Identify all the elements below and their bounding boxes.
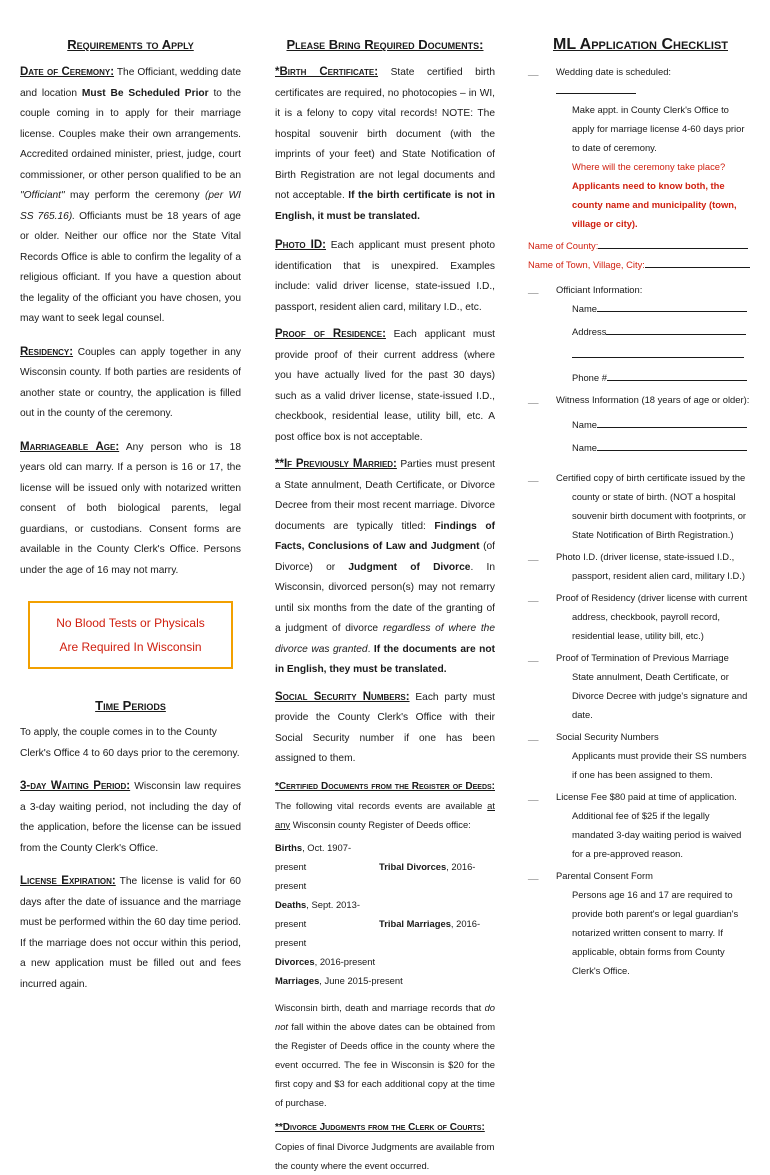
- deaths-dates: , Sept. 2013-present: [275, 898, 360, 929]
- checklist-item-detail: address, checkbook, payroll record, residential lease, utility bill, etc.): [572, 611, 720, 641]
- officiant-phone-label: Phone #: [572, 372, 607, 383]
- officiant-address-field[interactable]: [606, 322, 746, 335]
- officiant-name-label: Name: [572, 303, 598, 314]
- county-name-field[interactable]: [598, 236, 748, 249]
- date-text-4: Officiants must be 18 years of age or older. Neither our office nor the State Vital Records Office is able to confirm the legality of a religious officiant. If you have a question about the legality of the officiant you have chosen, you may want to seek legal counsel.: [20, 210, 241, 324]
- previously-married-section: [275, 454, 495, 681]
- date-text-3: may perform the ceremony: [64, 190, 205, 201]
- checklist-item-title: Social Security Numbers: [556, 731, 659, 742]
- officiant-address-field-2[interactable]: [572, 345, 744, 358]
- officiant-term: "Officiant": [20, 190, 65, 201]
- records-list: [275, 838, 495, 990]
- prev-text-4: .: [367, 643, 374, 655]
- checklist-item-title: Proof of Residency (driver license with current: [556, 592, 748, 603]
- checkbox-blank[interactable]: __: [528, 66, 539, 77]
- divorce-judgments-section: [275, 1118, 495, 1175]
- town-name-row: [528, 255, 753, 274]
- certified-documents-section: [275, 776, 495, 834]
- cert-text: The following vital records events are available: [275, 799, 488, 811]
- callout-line-2: Are Required In Wisconsin: [59, 640, 202, 654]
- no-blood-tests-callout: [28, 601, 233, 669]
- clerk-text: Copies of final Divorce Judgments are available from the county where the event occurred.: [275, 1140, 495, 1171]
- officiant-info-item: [528, 280, 753, 387]
- births-label: Births: [275, 841, 303, 853]
- divorces-label: Divorces: [275, 955, 315, 967]
- birth-certificate-section: [275, 62, 495, 227]
- checkbox-blank[interactable]: __: [528, 284, 539, 295]
- birth-bold: If the birth certificate is not in English, it must be translated.: [275, 190, 496, 222]
- records-row-4: [275, 971, 495, 990]
- checklist-item: [528, 727, 753, 784]
- checklist-item-title: Photo I.D. (driver license, state-issued I.D.,: [556, 551, 735, 562]
- ssn-label: Social Security Numbers:: [275, 690, 410, 703]
- waiting-period-section: [20, 776, 241, 859]
- checklist-item: [528, 588, 753, 645]
- wedding-date-item: [528, 62, 753, 233]
- prev-bold-2: Judgment of Divorce: [348, 561, 471, 573]
- waiting-text: Wisconsin law requires a 3-day waiting period, not including the day of the application, before the license can be issued from the County Clerk's Office.: [20, 781, 241, 854]
- wi-text-2: fall within the above dates can be obtained from the Register of Deeds office in the county where the event occurred. The fee in Wisconsin is $20 for the first copy and $3 for each additional copy at the time of purchase.: [275, 1020, 495, 1108]
- documents-heading: Please Bring Required Documents:: [286, 37, 484, 52]
- prev-bold-1: Findings of Facts, Conclusions of Law and Judgment: [275, 520, 495, 552]
- county-name-label: Name of County:: [528, 240, 599, 251]
- date-of-ceremony-label: Date of Ceremony:: [20, 66, 115, 78]
- prev-italic: regardless of where the divorce was granted: [275, 623, 496, 655]
- photo-text: Each applicant must present photo identification that is unexpired. Examples include: valid driver license, state-issued I.D., passport, resident alien card, military I.D., etc.: [275, 240, 495, 313]
- cert-label: *Certified Documents from the Register of Deeds:: [275, 780, 495, 792]
- checklist-item-title: Certified copy of birth certificate issued by the: [556, 472, 746, 483]
- county-name-row: [528, 236, 753, 255]
- checklist-item-detail: Persons age 16 and 17 are required to provide both parent's or legal guardian's notarized written consent to marry. If applicable, obtain forms from County Clerk's Office.: [572, 889, 739, 976]
- tribal-marriages-label: Tribal Marriages: [379, 917, 451, 929]
- checklist-item-detail: passport, resident alien card, military I.D.): [572, 570, 745, 581]
- records-row-2: [275, 895, 495, 952]
- wedding-date-label: Wedding date is scheduled:: [556, 66, 672, 77]
- wi-italic: do not: [275, 1001, 495, 1032]
- wi-records-section: [275, 998, 495, 1112]
- checkbox-blank[interactable]: __: [528, 870, 539, 881]
- age-text: Any person who is 18 years old can marry. If a person is 16 or 17, the license will be issued only with notarized written consent of both biological parents, legal guardians, or custodians. Consent forms are available in the County Clerk's Office. Persons under the age of 16 may not marry.: [20, 441, 242, 576]
- county-municipality-note: Applicants need to know both, the county name and municipality (town, village or city).: [572, 180, 737, 229]
- prev-text: Parties must present a State annulment, Death Certificate, or Divorce Decree from their most recent marriage. Divorce documents are typically titled:: [275, 459, 495, 532]
- town-name-field[interactable]: [645, 255, 750, 268]
- wedding-date-field[interactable]: [556, 81, 636, 94]
- checklist-item: [528, 547, 753, 585]
- residency-label: Residency:: [20, 345, 74, 358]
- checklist-item: [528, 648, 753, 724]
- checklist-item: [528, 468, 753, 544]
- checklist-item-title: Proof of Termination of Previous Marriage: [556, 652, 729, 663]
- proof-of-residence-section: [275, 324, 495, 448]
- checkbox-blank[interactable]: __: [528, 791, 539, 802]
- checklist-item-detail: county or state of birth. (NOT a hospital souvenir birth document with footprints, or State Notification of Birth Registration.): [572, 491, 747, 540]
- age-label: Marriageable Age:: [20, 440, 120, 453]
- statute-ref: (per WI SS 765.16).: [20, 190, 241, 222]
- tribal-divorces-dates: , 2016-present: [275, 860, 476, 891]
- checklist-heading: ML Application Checklist: [552, 36, 728, 53]
- wi-text: Wisconsin birth, death and marriage records that: [275, 1001, 485, 1013]
- checklist-item-detail: State annulment, Death Certificate, or Divorce Decree with judge's signature and date.: [572, 671, 748, 720]
- proof-label: Proof of Residence:: [275, 328, 386, 340]
- officiant-address-label: Address: [572, 326, 607, 337]
- prev-text-2: (of Divorce) or: [275, 541, 495, 573]
- divorces-dates: , 2016-present: [314, 955, 376, 967]
- checkbox-blank[interactable]: __: [528, 551, 539, 562]
- callout-line-1: No Blood Tests or Physicals: [56, 616, 205, 630]
- expiration-text: The license is valid for 60 days after the date of issuance and the marriage must be performed within the 60 day time period. If the marriage does not occur within this period, a new application must be filled out and fees incurred again.: [20, 876, 241, 990]
- tribal-divorces-label: Tribal Divorces: [379, 860, 447, 872]
- birth-label: *Birth Certificate:: [275, 66, 379, 78]
- births-dates: , Oct. 1907-present: [275, 841, 352, 872]
- town-name-label: Name of Town, Village, City:: [528, 259, 645, 270]
- records-row-1: [275, 838, 495, 895]
- marriageable-age-section: [20, 437, 241, 582]
- license-expiration-section: [20, 871, 241, 995]
- date-of-ceremony-section: [20, 62, 241, 330]
- marriages-dates: , June 2015-present: [319, 974, 403, 986]
- prev-bold-3: If the documents are not in English, they must be translated.: [275, 643, 495, 675]
- appointment-note: Make appt. in County Clerk's Office to apply for marriage license 4-60 days prior to date of ceremony.: [572, 104, 745, 153]
- checklist-column: [528, 30, 753, 983]
- marriages-label: Marriages: [275, 974, 320, 986]
- officiant-name-field[interactable]: [597, 299, 747, 312]
- witness-label: Witness Information (18 years of age or older):: [556, 394, 750, 405]
- waiting-label: 3-day Waiting Period:: [20, 780, 131, 792]
- checkbox-blank[interactable]: __: [528, 731, 539, 742]
- checklist-item-title: License Fee $80 paid at time of application.: [556, 791, 737, 802]
- checklist-item: [528, 866, 753, 980]
- checkbox-blank[interactable]: __: [528, 652, 539, 663]
- birth-text: State certified birth certificates are required, no photocopies – in WI, it is a felony to copy vital records! NOTE: The hospital souvenir birth document (with the imprints of your feet) and State Notification of Birth Registration are not legal documents and not acceptable.: [275, 67, 495, 201]
- cert-text-2: Wisconsin county Register of Deeds office:: [290, 818, 471, 830]
- checkbox-blank[interactable]: __: [528, 472, 539, 483]
- proof-text: Each applicant must provide proof of their current address (where you have actually lived for the past 30 days) such as a valid driver license, state-issued I.D., checkbook, residential lease, utility bill, etc. A post office box is not acceptable.: [275, 329, 496, 443]
- residency-section: [20, 342, 241, 425]
- photo-label: Photo ID:: [275, 239, 327, 251]
- witness-1-name-field[interactable]: [597, 415, 747, 428]
- officiant-label: Officiant Information:: [556, 284, 643, 295]
- requirements-heading: Requirements to Apply: [67, 37, 194, 52]
- documents-column: [275, 30, 495, 1175]
- checklist-item-detail: Additional fee of $25 if the legally mandated 3-day waiting period is waived for a pre-approved reason.: [572, 810, 742, 859]
- cert-at: at: [487, 799, 495, 811]
- requirements-column: [20, 30, 241, 1007]
- checkbox-blank[interactable]: __: [528, 394, 539, 405]
- checklist-item-detail: Applicants must provide their SS numbers if one has been assigned to them.: [572, 750, 747, 780]
- checkbox-blank[interactable]: __: [528, 592, 539, 603]
- date-text: The Officiant, wedding date and location: [20, 67, 242, 99]
- witness-2-name-label: Name: [572, 442, 598, 453]
- photo-id-section: [275, 235, 495, 318]
- checklist-item-title: Parental Consent Form: [556, 870, 653, 881]
- residency-text: Couples can apply together in any Wisconsin county. If both parties are residents of another state or country, the application is filled out in the county of the ceremony.: [20, 346, 241, 419]
- prev-label: **If Previously Married:: [275, 458, 397, 470]
- time-periods-text: To apply, the couple comes in to the County Clerk's Office 4 to 60 days prior to the ceremony.: [20, 727, 240, 759]
- ssn-text: Each party must provide the County Clerk's Office with their Social Security number if one has been assigned to them.: [275, 691, 495, 764]
- date-text-2: to the couple coming in to apply for their marriage license. Couples make their own arrangements. Accredited ordained minister, priest, judge, court commissioner, or other person qualified to be an: [20, 87, 242, 181]
- clerk-label: **Divorce Judgments from the Clerk of Courts:: [275, 1121, 485, 1133]
- officiant-phone-field[interactable]: [607, 368, 747, 381]
- witness-1-name-label: Name: [572, 419, 598, 430]
- records-row-3: [275, 952, 495, 971]
- prev-text-3: . In Wisconsin, divorced person(s) may not remarry until six months from the date of the granting of a judgment of divorce: [275, 561, 495, 634]
- time-periods-heading: Time Periods: [95, 698, 166, 713]
- deaths-label: Deaths: [275, 898, 307, 910]
- date-bold: Must Be Scheduled Prior: [81, 87, 209, 99]
- expiration-label: License Expiration:: [20, 875, 116, 887]
- ceremony-location-question: Where will the ceremony take place?: [572, 161, 726, 172]
- ssn-section: [275, 687, 495, 770]
- cert-any: any: [275, 818, 291, 830]
- checklist-item: [528, 787, 753, 863]
- witness-2-name-field[interactable]: [597, 438, 747, 451]
- tribal-marriages-dates: , 2016-present: [275, 917, 481, 948]
- witness-info-item: [528, 390, 753, 457]
